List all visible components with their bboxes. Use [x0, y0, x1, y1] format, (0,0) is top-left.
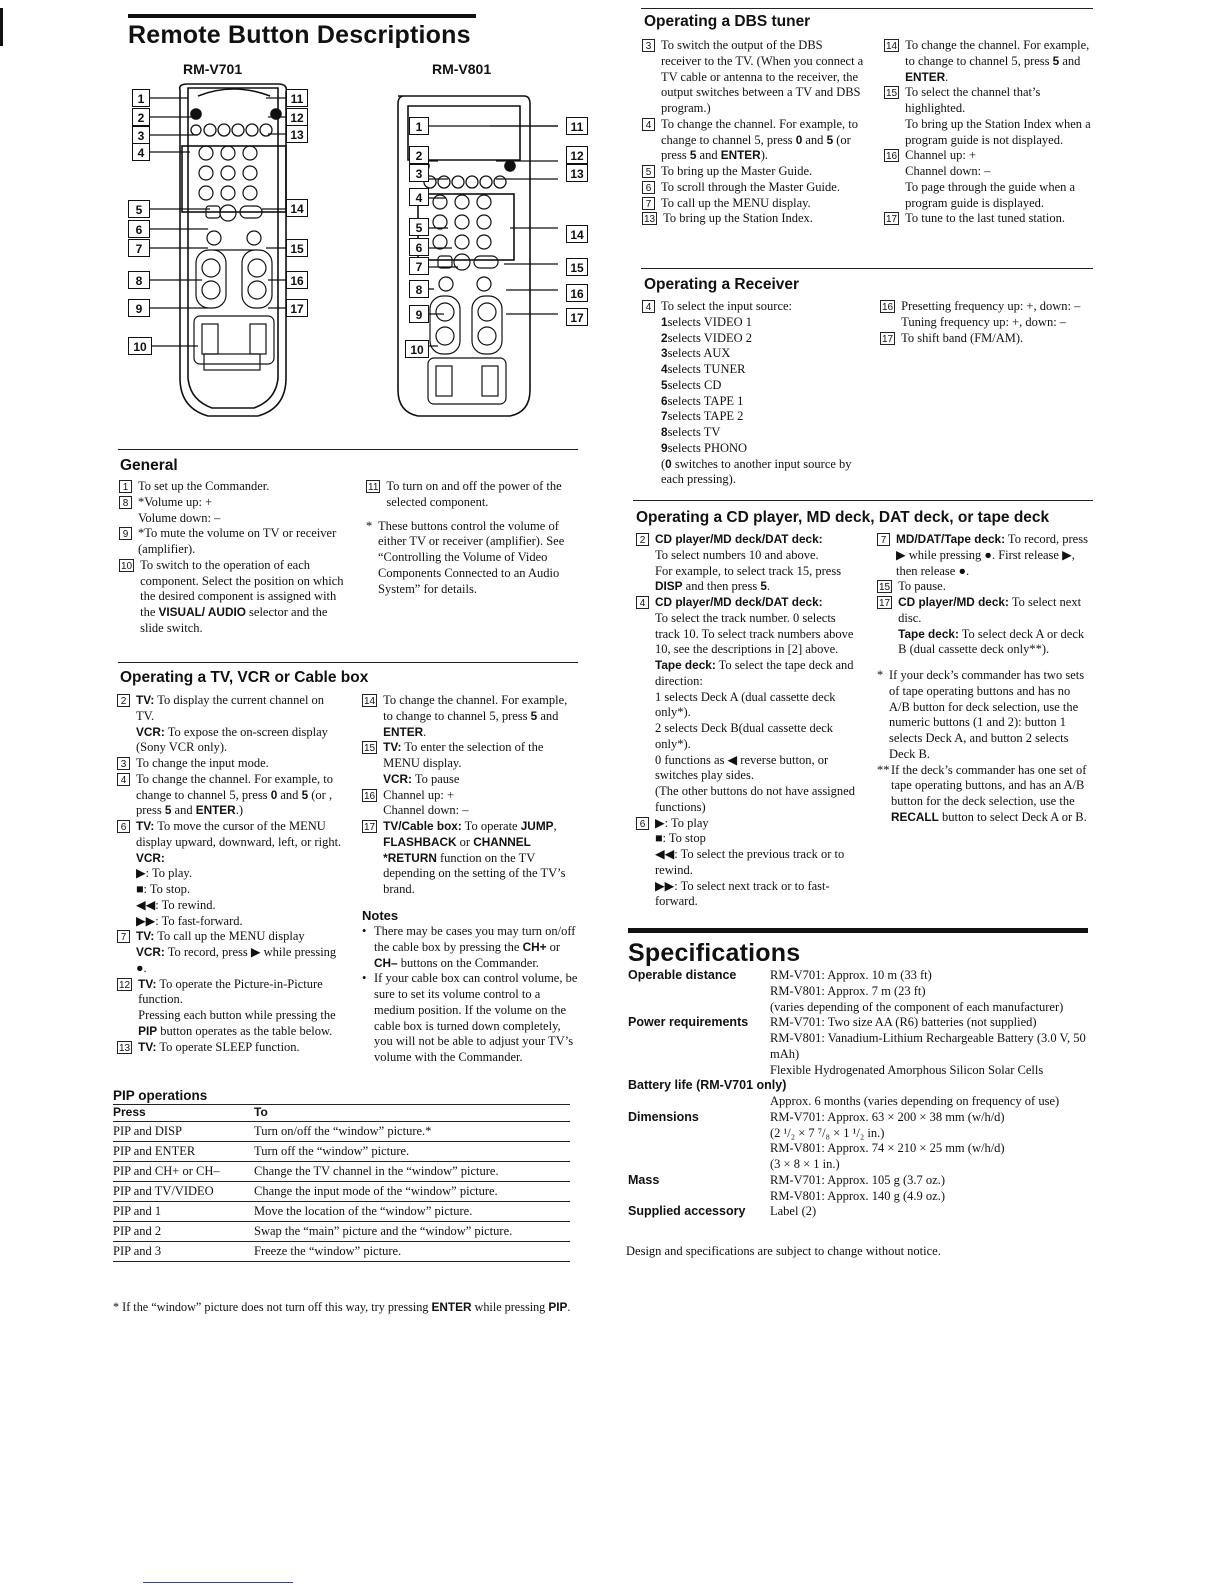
callout-r14: 14 [566, 225, 588, 243]
callout-r15: 15 [566, 258, 588, 276]
general-rule [118, 449, 578, 450]
receiver-item-17 [880, 331, 1092, 347]
receiver-col1 [642, 299, 864, 488]
callout-1: 1 [132, 89, 150, 107]
tv-text: TV: To operate SLEEP function. [138, 1039, 300, 1054]
tv-text: TV: To display the current channel on TV. VCR: To expose the on-screen display (Sony VCR only). [136, 693, 328, 755]
dbs-num: 14 [886, 41, 898, 52]
remote-label-right: RM-V801 [432, 61, 492, 77]
tv-num: 15 [364, 743, 376, 755]
cd-text: To pause. [898, 579, 946, 594]
callout-r5: 5 [409, 218, 429, 236]
cd-text: CD player/MD deck: To select next disc. Tape deck: To select deck A or deck B (dual cassette deck only**). [898, 595, 1085, 657]
tv-item-6 [117, 819, 343, 929]
dbs-text: To bring up the Station Index. [663, 211, 813, 226]
pip-head: Press To [113, 1105, 570, 1122]
dbs-num: 17 [886, 214, 898, 226]
pip-cell: Freeze the “window” picture. [254, 1242, 570, 1262]
specs-table [628, 968, 1090, 1220]
receiver-num: 17 [882, 333, 894, 345]
tv-notes-heading: Notes [362, 907, 399, 923]
spec-value: RM-V701: Approx. 10 m (33 ft) RM-V801: Approx. 7 m (23 ft) (varies depending of the component of each manufacturer) [770, 968, 1064, 1014]
dbs-col2 [884, 38, 1092, 227]
callout-7: 7 [128, 239, 150, 257]
specs-footer: Design and specifications are subject to change without notice. [626, 1244, 941, 1258]
callout-2: 2 [132, 108, 150, 126]
cd-num: 15 [879, 582, 891, 594]
dbs-num: 16 [886, 151, 898, 163]
cd-note: ** If the deck’s commander has one set of tape operating buttons, and has an A/B button for the deck selection, use the RECALL button to select Deck A or B. [877, 762, 1087, 824]
tv-item-14 [362, 693, 578, 740]
callout-r3: 3 [409, 164, 429, 182]
callout-16: 16 [286, 271, 308, 289]
spec-key: Power requirements [628, 1015, 749, 1030]
callout-10: 10 [128, 337, 152, 355]
tv-num: 16 [364, 790, 376, 802]
general-item-9: 9 *To mute the volume on TV or receiver (amplifier). [119, 526, 347, 558]
pip-row [113, 1162, 570, 1182]
tv-num: 7 [117, 930, 130, 943]
tv-item-15 [362, 740, 578, 787]
callout-r6: 6 [409, 238, 429, 256]
tv-num: 3 [117, 757, 130, 770]
tv-num: 14 [364, 696, 376, 707]
spec-row [628, 968, 1090, 1015]
dbs-num: 13 [644, 214, 656, 226]
cd-rule [633, 500, 1093, 501]
spec-key: Battery life (RM-V701 only) [628, 1078, 787, 1093]
receiver-text: Presetting frequency up: +, down: – Tuning frequency up: +, down: – [901, 299, 1081, 329]
pip-cell: Turn on/off the “window” picture.* [254, 1122, 570, 1142]
dbs-num: 4 [642, 118, 655, 131]
pip-table-wrap [113, 1104, 570, 1262]
receiver-text: To shift band (FM/AM). [901, 330, 1024, 345]
cd-item-15 [877, 579, 1089, 595]
cd-num: 2 [636, 533, 649, 546]
receiver-num: 16 [882, 302, 894, 313]
dbs-text: To scroll through the Master Guide. [661, 179, 840, 194]
leader-lines [150, 98, 558, 346]
cd-item-7 [877, 532, 1089, 579]
callout-r12: 12 [566, 146, 588, 164]
receiver-num: 4 [642, 300, 655, 313]
spec-row [628, 1204, 1090, 1220]
receiver-heading: Operating a Receiver [644, 276, 800, 293]
spec-value: RM-V701: Approx. 63 × 200 × 38 mm (w/h/d) (2 ¹/₂ × 7 ⁷/₈ × 1 ¹/₂ in.) RM-V801: Approx. 74 × 210 × 25 mm (w/h/d) (3 × 8 × 1 in.) [770, 1109, 1005, 1171]
tv-num: 13 [119, 1042, 131, 1054]
pip-cell: PIP and ENTER [113, 1142, 254, 1162]
cd-item-17 [877, 595, 1089, 658]
dbs-text: To tune to the last tuned station. [905, 211, 1065, 226]
cd-col2 [877, 532, 1089, 826]
callout-12: 12 [286, 108, 308, 126]
general-item-8: 8 *Volume up: + Volume down: – [119, 495, 347, 527]
spec-row [628, 1173, 1090, 1205]
cd-note: * If your deck’s commander has two sets of tape operating buttons and has no A/B button for deck selection, use the numeric buttons (1 and 2): button 1 selects Deck A, and button 2 selects Deck B. [877, 668, 1085, 761]
dbs-text: To select the channel that’s highlighted. To bring up the Station Index when a program guide is not displayed. [905, 85, 1091, 147]
pip-cell: PIP and DISP [113, 1122, 254, 1142]
callout-3: 3 [132, 126, 150, 144]
spec-value: RM-V701: Approx. 105 g (3.7 oz.) RM-V801: Approx. 140 g (4.9 oz.) [770, 1172, 945, 1203]
cd-col1 [636, 532, 858, 910]
top-rule-right [641, 8, 1093, 9]
margin-mark [0, 8, 3, 46]
spec-key: Dimensions [628, 1109, 699, 1124]
tv-num: 17 [364, 822, 376, 833]
pip-cell: PIP and 3 [113, 1242, 254, 1262]
tv-text: TV: To enter the selection of the MENU display. VCR: To pause [383, 740, 544, 786]
tv-text: TV: To operate the Picture-in-Picture function. Pressing each button while pressing the PIP button operates as the table below. [138, 976, 336, 1038]
dbs-num: 15 [886, 88, 898, 100]
general-item-10: 10 To switch to the operation of each component. Select the position on which the desired component is assigned with the VISUAL/ AUDIO selector and the slide switch. [121, 557, 344, 635]
dbs-item-3 [642, 38, 864, 117]
specs-rule [628, 928, 1088, 933]
tv-item-3 [117, 756, 343, 772]
tv-text: To change the channel. For example, to change to channel 5, press 0 and 5 (or , press 5 and ENTER.) [136, 771, 333, 818]
receiver-item-4 [642, 299, 864, 488]
tv-item-16 [362, 788, 578, 820]
tv-text: To change the input mode. [136, 756, 269, 770]
dbs-text: To bring up the Master Guide. [661, 164, 813, 178]
dbs-item-13 [642, 211, 864, 227]
pip-cell: Move the location of the “window” picture. [254, 1202, 570, 1222]
callout-r9: 9 [409, 305, 429, 323]
tv-text: TV: To move the cursor of the MENU display upward, downward, left, or right. VCR: ▶: To play. ■: To stop. ◀◀: To rewind. ▶▶: To fast-forward. [136, 819, 342, 928]
dbs-text: To change the channel. For example, to change to channel 5, press 0 and 5 (or press 5 and ENTER). [661, 116, 858, 163]
general-note: * These buttons control the volume of either TV or receiver (amplifier). See “Controlling the Volume of Video Components Connected to an Audio System” for details. [366, 518, 565, 596]
receiver-text: To select the input source: 1selects VIDEO 1 2selects VIDEO 2 3selects AUX 4selects TUNER 5selects CD 6selects TAPE 1 7selects TAPE 2 8selects TV 9selects PHONO (0 switches to another input source by each pressing). [661, 299, 852, 487]
tv-item-17 [362, 819, 578, 898]
callout-13: 13 [286, 125, 308, 143]
callout-r1: 1 [409, 117, 429, 135]
spec-row [628, 1110, 1090, 1173]
remote-label-left: RM-V701 [183, 61, 243, 77]
tv-text: Channel up: + Channel down: – [383, 787, 469, 818]
cd-item-6 [636, 816, 858, 911]
tv-item-12 [117, 977, 343, 1040]
dbs-text: Channel up: + Channel down: – To page through the guide when a program guide is displayed. [905, 148, 1076, 210]
pip-cell: PIP and 1 [113, 1202, 254, 1222]
callout-9: 9 [128, 299, 150, 317]
tv-heading: Operating a TV, VCR or Cable box [120, 669, 369, 686]
dbs-item-16 [884, 148, 1092, 211]
tv-num: 6 [117, 820, 130, 833]
callout-17: 17 [286, 299, 308, 317]
receiver-rule [641, 268, 1093, 269]
cd-item-2 [636, 532, 858, 595]
pip-row [113, 1242, 570, 1262]
cd-num: 7 [877, 533, 890, 546]
pip-table [113, 1105, 570, 1262]
callout-r2: 2 [409, 146, 429, 164]
pip-cell: Turn off the “window” picture. [254, 1142, 570, 1162]
dbs-num: 5 [642, 165, 655, 178]
dbs-heading: Operating a DBS tuner [644, 13, 811, 30]
general-item-1: 1 To set up the Commander. [119, 479, 347, 495]
dbs-col1 [642, 38, 864, 227]
pip-row [113, 1122, 570, 1142]
dbs-item-15 [884, 85, 1092, 148]
pip-row [113, 1142, 570, 1162]
callout-5: 5 [128, 200, 150, 218]
pip-cell: Change the TV channel in the “window” picture. [254, 1162, 570, 1182]
dbs-num: 7 [642, 197, 655, 210]
spec-value: Label (2) [770, 1204, 817, 1219]
cd-text: CD player/MD deck/DAT deck: To select the track number. 0 selects track 10. To select track numbers above 10, see the descriptions in [2] above. Tape deck: To select the tape deck and direction: 1 selects Deck A (dual cassette deck only*). 2 selects Deck B(dual cassette deck only*). 0 functions as ◀ reverse button, or switches play sides. (The other buttons do not have assigned functions) [655, 595, 855, 814]
tv-num: 4 [117, 773, 130, 786]
callout-r7: 7 [409, 257, 429, 275]
callout-r16: 16 [566, 284, 588, 302]
dbs-num: 6 [642, 181, 655, 194]
pip-cell: PIP and 2 [113, 1222, 254, 1242]
pip-heading: PIP operations [113, 1088, 208, 1103]
callout-r4: 4 [409, 188, 429, 206]
spec-key: Mass [628, 1172, 660, 1187]
callout-r10: 10 [405, 340, 429, 358]
tv-col2 [362, 693, 578, 1066]
tv-note: • If your cable box can control volume, be sure to set its volume control to a medium position. If the volume on the cable box is turned down completely, you will not be able to adjust your TV’s volume with the Commander. [362, 971, 578, 1065]
cd-num: 17 [879, 598, 891, 609]
spec-key: Supplied accessory [628, 1204, 746, 1219]
dbs-item-14 [884, 38, 1092, 85]
spec-key: Operable distance [628, 968, 737, 982]
spec-value: RM-V701: Two size AA (R6) batteries (not supplied) RM-V801: Vanadium-Lithium Rechargeable Battery (3.0 V, 50 mAh) Flexible Hydrogenated Amorphous Silicon Solar Cells [770, 1015, 1086, 1077]
callout-8: 8 [128, 271, 150, 289]
receiver-item-16 [880, 299, 1092, 331]
pip-footnote: * If the “window” picture does not turn off this way, try pressing ENTER while pressing PIP. [113, 1300, 571, 1314]
dbs-text: To call up the MENU display. [661, 195, 811, 210]
spec-row [628, 1015, 1090, 1078]
callout-15: 15 [286, 239, 308, 257]
pip-row [113, 1182, 570, 1202]
dbs-text: To change the channel. For example, to change to channel 5, press 5 and ENTER. [905, 38, 1090, 84]
dbs-item-7 [642, 196, 864, 212]
specs-heading: Specifications [628, 939, 801, 967]
tv-note: • There may be cases you may turn on/off the cable box by pressing the CH+ or CH– buttons on the Commander. [362, 924, 576, 970]
cd-text: CD player/MD deck/DAT deck: To select numbers 10 and above. For example, to select track 15, press DISP and then press 5. [655, 532, 842, 594]
general-col1 [119, 479, 347, 637]
cd-text: ▶: To play ■: To stop ◀◀: To select the previous track or to rewind. ▶▶: To select next track or to fast-forward. [655, 815, 845, 909]
pip-cell: Swap the “main” picture and the “window” picture. [254, 1222, 570, 1242]
tv-num: 2 [117, 694, 130, 707]
general-item-11: 11 To turn on and off the power of the selected component. [368, 479, 562, 509]
cd-num: 4 [636, 596, 649, 609]
callout-6: 6 [128, 220, 150, 238]
tv-item-7 [117, 929, 343, 976]
cd-num: 6 [636, 817, 649, 830]
pip-cell: PIP and CH+ or CH– [113, 1162, 254, 1182]
tv-item-13 [117, 1040, 343, 1056]
callout-14: 14 [286, 199, 308, 217]
callout-r8: 8 [409, 280, 429, 298]
callout-r11: 11 [566, 117, 588, 135]
dbs-item-6 [642, 180, 864, 196]
tv-text: TV/Cable box: To operate JUMP, FLASHBACK or CHANNEL *RETURN function on the TV depending on the setting of the TV’s brand. [383, 819, 566, 896]
tv-rule [118, 662, 578, 663]
dbs-item-17 [884, 211, 1092, 227]
dbs-item-5 [642, 164, 864, 180]
callout-r13: 13 [566, 164, 588, 182]
tv-col1 [117, 693, 343, 1055]
general-col2 [366, 479, 578, 597]
dbs-item-4 [642, 117, 864, 164]
tv-num: 12 [119, 979, 131, 991]
pip-row [113, 1202, 570, 1222]
callout-11: 11 [286, 89, 308, 107]
cd-heading: Operating a CD player, MD deck, DAT deck, or tape deck [636, 509, 1050, 526]
cd-text: MD/DAT/Tape deck: To record, press ▶ while pressing ●. First release ▶, then release ●. [896, 532, 1088, 578]
title-rule [128, 14, 476, 18]
general-heading: General [120, 457, 178, 474]
remote-illustrations [118, 78, 598, 423]
page-title: Remote Button Descriptions [128, 21, 471, 49]
receiver-col2 [880, 299, 1092, 346]
tv-text: To change the channel. For example, to change to channel 5, press 5 and ENTER. [383, 693, 568, 739]
pip-cell: PIP and TV/VIDEO [113, 1182, 254, 1202]
cd-item-4 [636, 595, 858, 816]
tv-text: TV: To call up the MENU display VCR: To record, press ▶ while pressing ●. [136, 929, 337, 975]
tv-item-4 [117, 772, 343, 819]
bottom-mark [143, 1582, 293, 1583]
dbs-text: To switch the output of the DBS receiver to the TV. (When you connect a TV cable or antenna to the receiver, the output switches between a TV and DBS program.) [661, 38, 864, 115]
spec-value: Approx. 6 months (varies depending on frequency of use) [770, 1094, 1060, 1108]
pip-row [113, 1222, 570, 1242]
tv-item-2 [117, 693, 343, 756]
callout-4: 4 [132, 143, 150, 161]
callout-r17: 17 [566, 308, 588, 326]
pip-cell: Change the input mode of the “window” picture. [254, 1182, 570, 1202]
dbs-num: 3 [642, 39, 655, 52]
